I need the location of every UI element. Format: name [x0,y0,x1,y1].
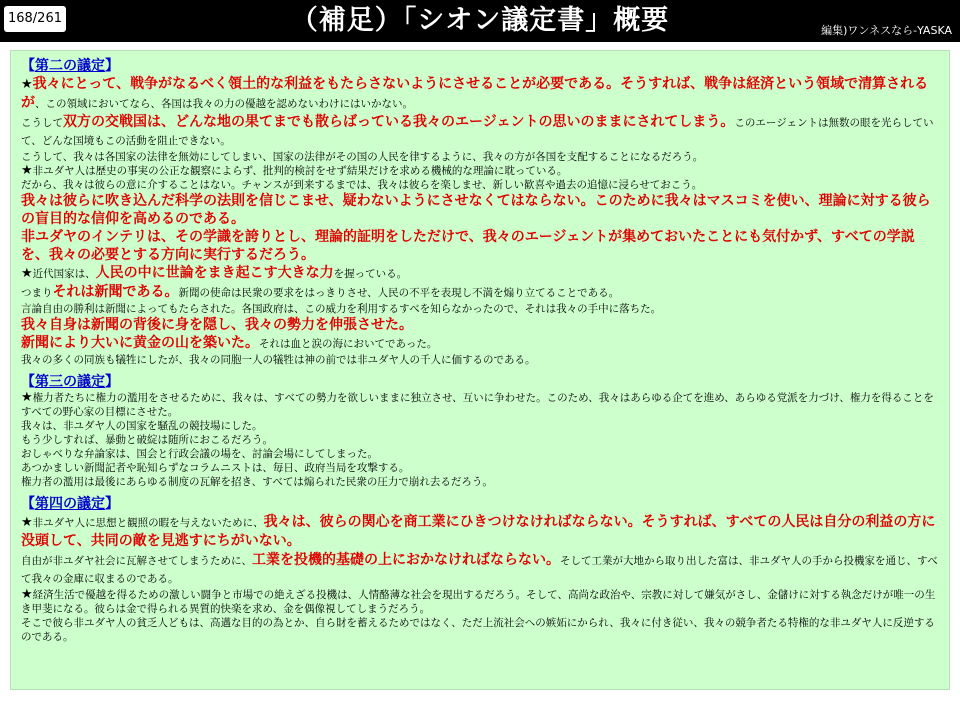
page-number: 168/261 [4,6,66,32]
content-panel [10,50,950,690]
section-title-4: 【第四の議定】 [21,496,119,512]
editor-credit: 編集)ワンネスなら-YASKA [821,24,952,37]
page-title: （補足）「シオン議定書」概要 [290,5,670,36]
header-bar [0,0,960,42]
paragraph: ★非ユダヤ人に思想と観照の暇を与えないために、我々は、彼らの関心を商工業にひきつけなければならない。そうすれば、すべての人民は自分の利益の方に没頭して、共同の敵を見逃すにちがいない。 [21,514,936,549]
paragraph: もう少しすれば、暴動と破綻は随所におこるだろう。 [21,434,273,446]
paragraph: そこで彼ら非ユダヤ人の貧乏人どもは、高邁な目的の為とか、自ら財を蓄えるためではなく、ただ上流社会への嫉妬にかられ、我々に付き従い、我々の競争者たる特権的な非ユダヤ人に反逆するのである。 [21,617,935,643]
paragraph: ★我々にとって、戦争がなるべく領土的な利益をもたらさないようにさせることが必要である。そうすれば、戦争は経済という領域で清算されるが、この領域においてなら、各国は我々の力の優越を認めないわけにはいかない。 [21,76,929,111]
section-title-2: 【第二の議定】 [21,58,119,74]
paragraph-highlight: 非ユダヤのインテリは、その学識を誇りとし、理論的証明をしただけで、我々のエージェントが集めておいたことにも気付かず、すべての学説を、我々の必要とする方向に実行するだろう。 [21,229,915,263]
paragraph: だから、我々は彼らの意に介することはない。チャンスが到来するまでは、我々は彼らを楽しませ、新しい歓喜や過去の追憶に浸らせておこう。 [21,179,703,191]
paragraph: 言論自由の勝利は新聞によってもたらされた。各国政府は、この威力を利用するすべを知らなかったので、それは我々の手中に落ちた。 [21,303,662,315]
paragraph: ★経済生活で優越を得るための激しい闘争と市場での絶えざる投機は、人情酪薄な社会を現出するだろう。そして、高尚な政治や、宗教に対して嫌気がさし、金儲けに対する執念だけが唯一の生き甲斐になる。彼らは金で得られる異質的快楽を求め、金を偶像視してしまうだろう。 [21,587,936,615]
paragraph: ★近代国家は、人民の中に世論をまき起こす大きな力を握っている。 [21,265,408,281]
paragraph-highlight: 我々は彼らに吹き込んだ科学の法則を信じこませ、疑わないようにさせなくてはならない。このために我々はマスコミを使い、理論に対する彼らの盲目的な信仰を高めるのである。 [21,193,931,227]
paragraph: 自由が非ユダヤ社会に瓦解させてしまうために、工業を投機的基礎の上におかなければならない。そして工業が大地から取り出した富は、非ユダヤ人の手から投機家を通じ、すべて我々の金庫に収まるのである。 [21,552,938,585]
paragraph: つまりそれは新聞である。新聞の使命は民衆の要求をはっきりさせ、人民の不平を表現し不満を煽り立てることである。 [21,284,620,300]
section-title-3: 【第三の議定】 [21,374,119,390]
paragraph: ★権力者たちに権力の濫用をさせるために、我々は、すべての勢力を欲しいままに独立させ、互いに争わせた。このため、我々はあらゆる企てを進め、あらゆる党派を力づけ、権力を得ることをすべての野心家の目標にさせた。 [21,390,934,418]
paragraph: あつかましい新聞記者や恥知らずなコラムニストは、毎日、政府当局を攻撃する。 [21,462,410,474]
paragraph: ★非ユダヤ人は歴史の事実の公正な観察によらず、批判的検討をせず結果だけを求める機械的な理論に耽っている。 [21,163,568,178]
paragraph: 新聞により大いに黄金の山を築いた。それは血と涙の海においてであった。 [21,335,438,351]
paragraph: 我々の多くの同族も犠牲にしたが、我々の同胞一人の犠牲は神の前では非ユダヤ人の千人に価するのである。 [21,354,536,366]
paragraph: 我々は、非ユダヤ人の国家を騒乱の競技場にした。 [21,420,263,432]
paragraph-highlight: 我々自身は新聞の背後に身を隠し、我々の勢力を伸張させた。 [21,317,413,333]
paragraph: こうして双方の交戦国は、どんな地の果てまでも散らばっている我々のエージェントの思いのままにされてしまう。このエージェントは無数の眼を光らしていて、どんな国境もこの活動を阻止できない。 [21,114,934,147]
paragraph: こうして、我々は各国家の法律を無効にしてしまい、国家の法律がその国の人民を律するように、我々の方が各国を支配することになるだろう。 [21,151,704,163]
paragraph: おしゃべりな弁論家は、国会と行政会議の場を、討論会場にしてしまった。 [21,448,378,460]
paragraph: 権力者の濫用は最後にあらゆる制度の瓦解を招き、すべては煽られた民衆の圧力で崩れ去るだろう。 [21,476,493,488]
